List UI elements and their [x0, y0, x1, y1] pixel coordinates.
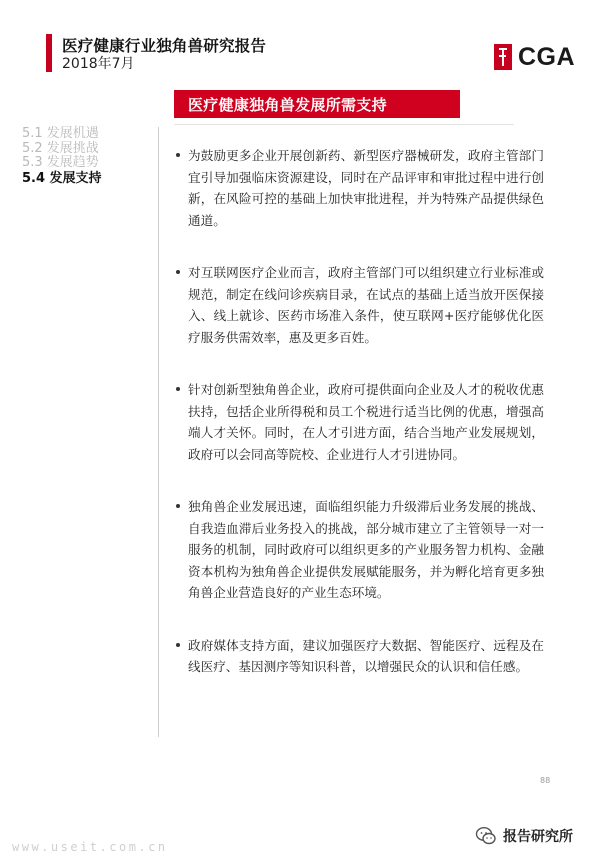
report-date: 2018年7月	[62, 56, 135, 72]
list-item	[176, 262, 544, 348]
side-nav-item-support[interactable]: 5.4 发展支持	[22, 170, 102, 186]
bullet-text: 对互联网医疗企业而言，政府主管部门可以组织建立行业标准或规范，制定在线问诊疾病目录，在试点的基础上适当放开医保接入、线上就诊、医药市场准入条件，使互联网+医疗能够优化医疗服务供需效率，惠及更多百姓。	[188, 265, 544, 345]
wechat-account-label: 报告研究所	[503, 829, 573, 845]
side-nav-item-challenges[interactable]: 5.2 发展挑战	[22, 140, 99, 156]
report-title: 医疗健康行业独角兽研究报告	[62, 37, 267, 55]
banner-underline	[174, 124, 514, 125]
side-nav	[22, 127, 152, 186]
bullet-icon	[176, 270, 180, 274]
wechat-icon	[475, 825, 497, 847]
content-list	[176, 145, 544, 709]
bullet-text: 为鼓励更多企业开展创新药、新型医疗器械研发，政府主管部门宜引导加强临床资源建设，同时在产品评审和审批过程中进行创新，在风险可控的基础上加快审批进程，并为特殊产品提供绿色通道。	[188, 148, 544, 228]
bullet-icon	[176, 153, 180, 157]
page-number: 88	[540, 776, 551, 785]
list-item	[176, 496, 544, 604]
cga-logo	[494, 44, 576, 72]
section-banner-title: 医疗健康独角兽发展所需支持	[188, 95, 387, 114]
list-item	[176, 145, 544, 231]
logo-text: CGA	[518, 43, 576, 71]
bullet-icon	[176, 643, 180, 647]
list-item	[176, 635, 544, 678]
bullet-text: 针对创新型独角兽企业，政府可提供面向企业及人才的税收优惠扶持，包括企业所得税和员工个税进行适当比例的优惠，增强高端人才关怀。同时，在人才引进方面，结合当地产业发展规划，政府可以会同高等院校、企业进行人才引进协同。	[188, 382, 544, 462]
header-accent-bar	[46, 34, 52, 72]
footer-watermark: www.useit.com.cn	[12, 840, 168, 854]
bullet-icon	[176, 504, 180, 508]
side-nav-item-trends[interactable]: 5.3 发展趋势	[22, 155, 99, 170]
vertical-divider	[158, 127, 159, 737]
list-item	[176, 379, 544, 465]
side-nav-item-opportunities[interactable]: 5.1 发展机遇	[22, 126, 99, 141]
cga-logo-icon	[494, 44, 512, 70]
bullet-text: 政府媒体支持方面，建议加强医疗大数据、智能医疗、远程及在线医疗、基因测序等知识科普，以增强民众的认识和信任感。	[188, 637, 544, 674]
bullet-icon	[176, 387, 180, 391]
section-banner	[174, 90, 460, 118]
bullet-text: 独角兽企业发展迅速，面临组织能力升级滞后业务发展的挑战、自我造血滞后业务投入的挑战，部分城市建立了主管领导一对一服务的机制，同时政府可以组织更多的产业服务智力机构、金融资本机构为独角兽企业提供发展赋能服务，并为孵化培育更多独角兽企业营造良好的产业生态环境。	[188, 499, 544, 600]
